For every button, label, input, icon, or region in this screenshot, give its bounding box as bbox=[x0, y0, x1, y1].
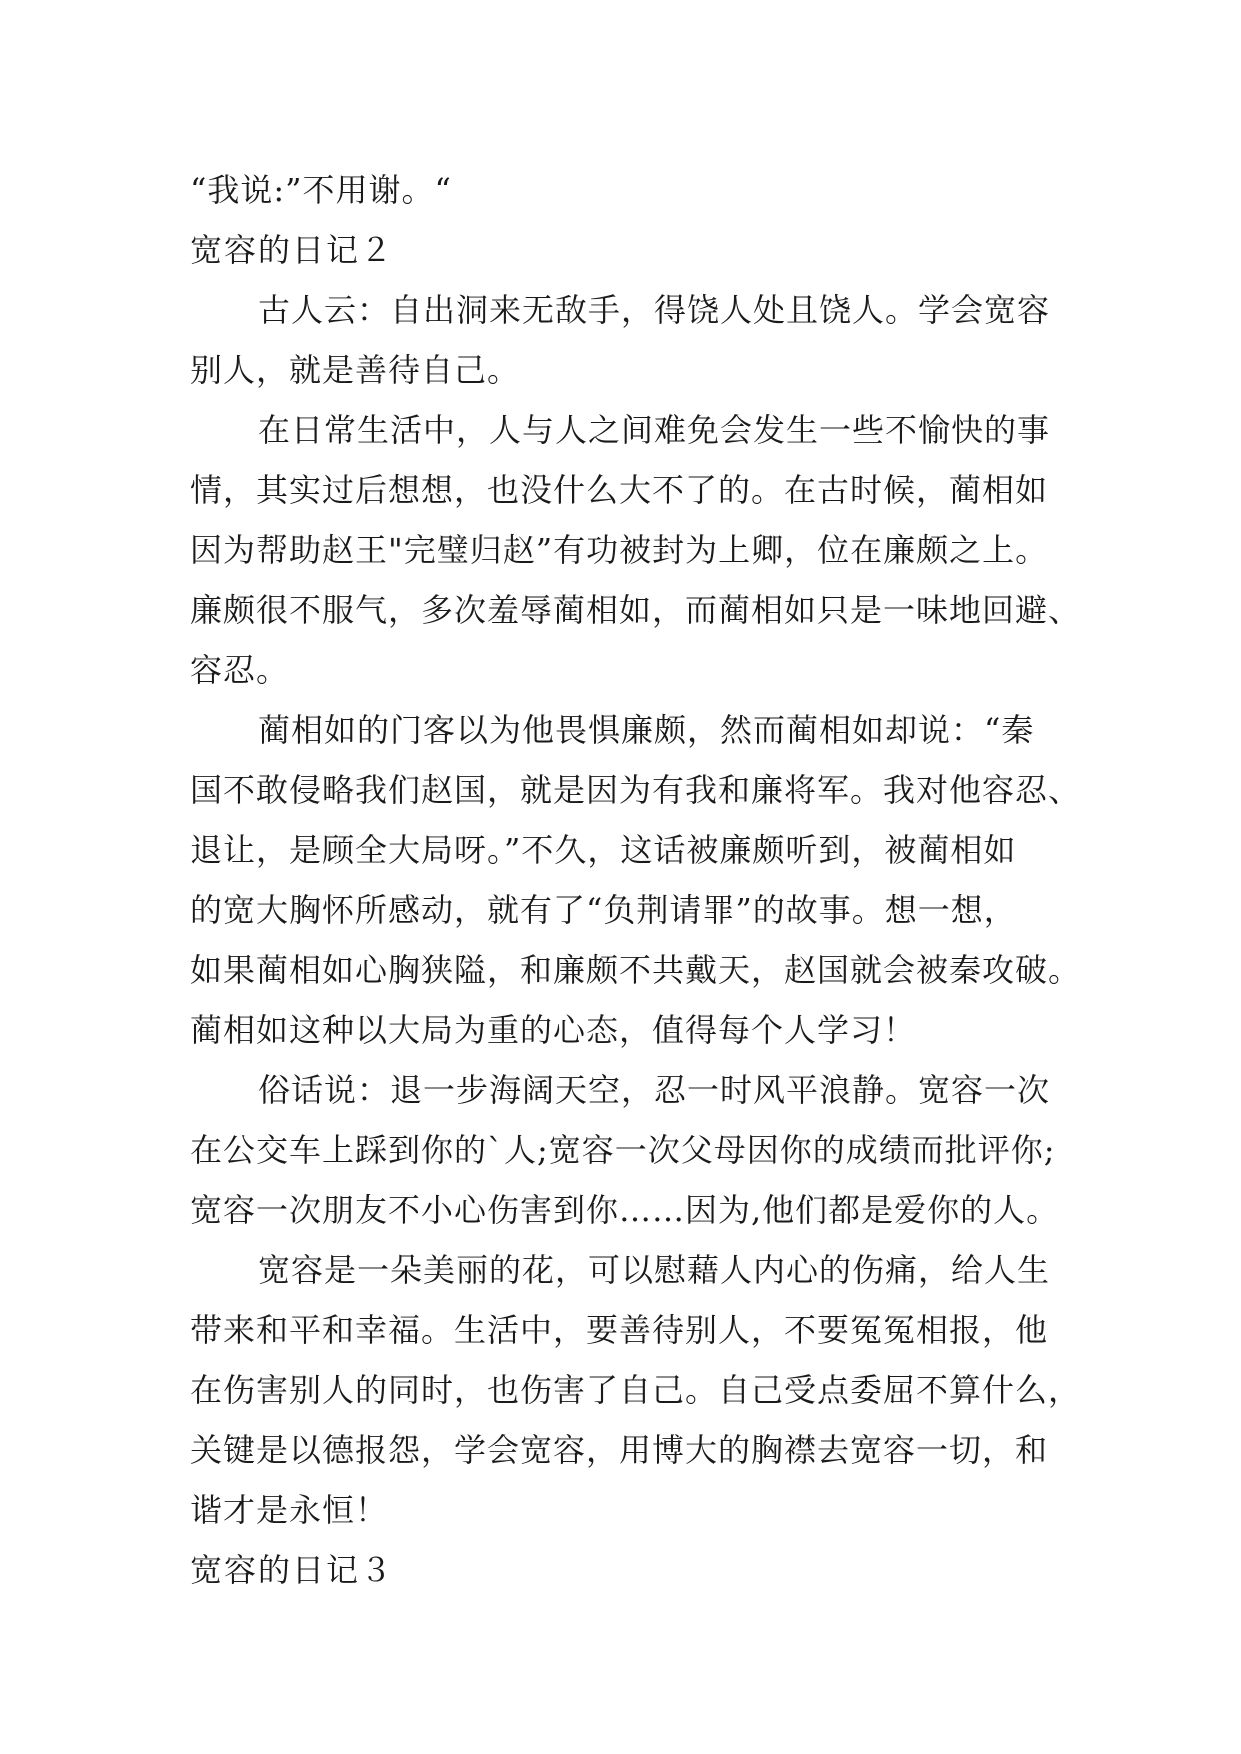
text-line: 的宽大胸怀所感动，就有了“负荆请罪”的故事。想一想， bbox=[190, 891, 1017, 929]
text-line: 蔺相如这种以大局为重的心态，值得每个人学习！ bbox=[190, 1011, 917, 1049]
paragraph-first-line: 宽容是一朵美丽的花，可以慰藉人内心的伤痛，给人生 bbox=[258, 1251, 1051, 1289]
text-line: 在公交车上踩到你的`人;宽容一次父母因你的成绩而批评你; bbox=[190, 1131, 1056, 1169]
text-line: 廉颇很不服气，多次羞辱蔺相如，而蔺相如只是一味地回避、 bbox=[190, 591, 1082, 629]
paragraph-first-line: 俗话说：退一步海阔天空，忍一时风平浪静。宽容一次 bbox=[258, 1071, 1051, 1109]
paragraph-first-line: 在日常生活中，人与人之间难免会发生一些不愉快的事 bbox=[258, 411, 1051, 449]
document-page bbox=[190, 160, 1082, 1600]
paragraph-first-line: 蔺相如的门客以为他畏惧廉颇，然而蔺相如却说：“秦 bbox=[258, 711, 1035, 749]
text-line: 带来和平和幸福。生活中，要善待别人，不要冤冤相报，他 bbox=[190, 1311, 1049, 1349]
text-line: 谐才是永恒！ bbox=[190, 1491, 389, 1529]
text-line: “我说:”不用谢。“ bbox=[190, 171, 452, 209]
text-line: 在伤害别人的同时，也伤害了自己。自己受点委屈不算什么， bbox=[190, 1371, 1082, 1409]
text-line: 因为帮助赵王"完璧归赵”有功被封为上卿，位在廉颇之上。 bbox=[190, 531, 1049, 569]
paragraph-first-line: 古人云：自出洞来无敌手，得饶人处且饶人。学会宽容 bbox=[258, 291, 1051, 329]
text-line: 容忍。 bbox=[190, 651, 290, 689]
text-line: 关键是以德报怨，学会宽容，用博大的胸襟去宽容一切，和 bbox=[190, 1431, 1049, 1469]
section-heading: 宽容的日记３ bbox=[190, 1551, 395, 1589]
text-line: 情，其实过后想想，也没什么大不了的。在古时候，蔺相如 bbox=[190, 471, 1049, 509]
text-line: 别人，就是善待自己。 bbox=[190, 351, 521, 389]
section-heading: 宽容的日记２ bbox=[190, 231, 395, 269]
text-line: 国不敢侵略我们赵国，就是因为有我和廉将军。我对他容忍、 bbox=[190, 771, 1082, 809]
text-line: 宽容一次朋友不小心伤害到你……因为,他们都是爱你的人。 bbox=[190, 1191, 1060, 1229]
text-line: 如果蔺相如心胸狭隘，和廉颇不共戴天，赵国就会被秦攻破。 bbox=[190, 951, 1082, 989]
text-line: 退让，是顾全大局呀。”不久，这话被廉颇听到，被蔺相如 bbox=[190, 831, 1017, 869]
